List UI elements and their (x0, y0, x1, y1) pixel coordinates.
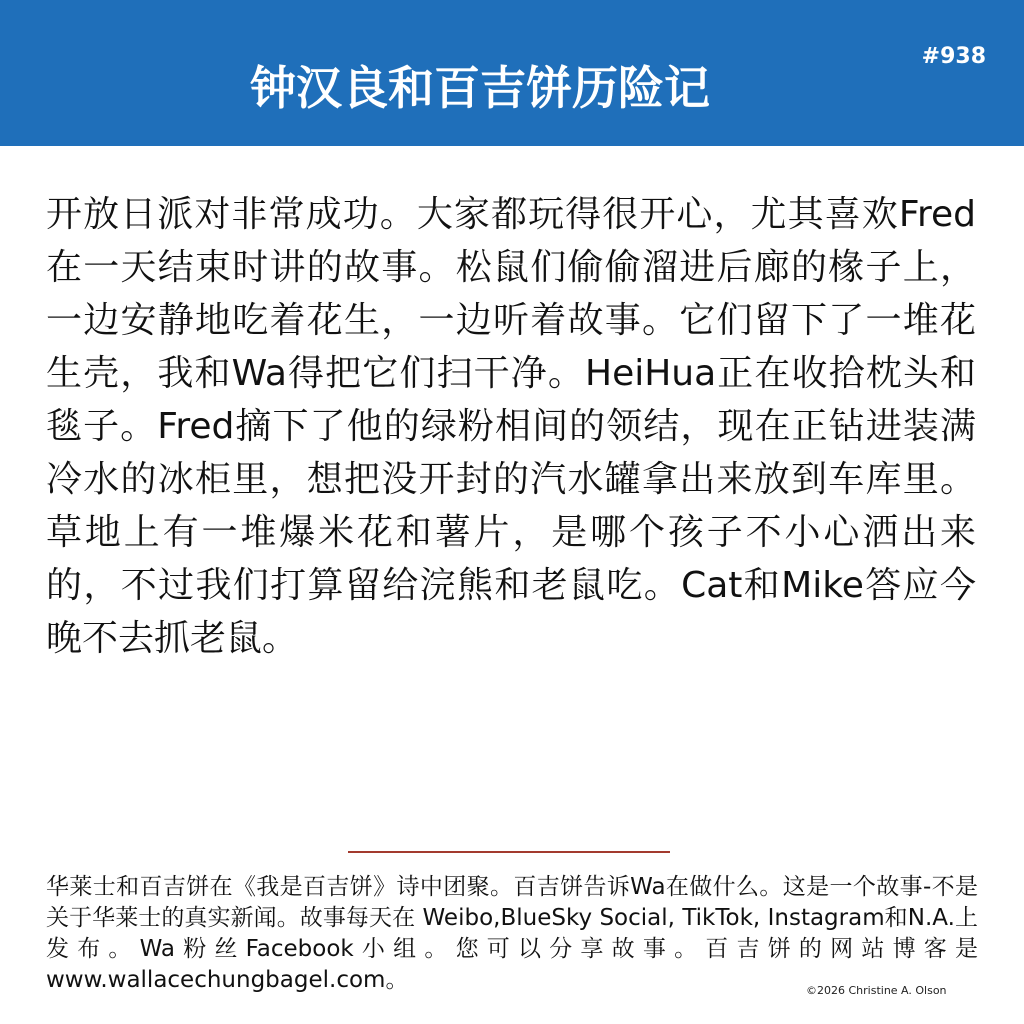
footer-divider (348, 851, 670, 853)
footer-note: 华莱士和百吉饼在《我是百吉饼》诗中团聚。百吉饼告诉Wa在做什么。这是一个故事-不是关于华莱士的真实新闻。故事每天在 Weibo,BlueSky Social, TikTok, Instagram和N.A.上发布。Wa粉丝Facebook小组。您可以分享故事。百吉饼的网站博客是www.wallacechungbagel.com。 (46, 874, 978, 993)
page-title: 钟汉良和百吉饼历险记 (250, 61, 710, 115)
issue-number: #938 (921, 44, 986, 69)
story-text: 开放日派对非常成功。大家都玩得很开心，尤其喜欢Fred在一天结束时讲的故事。松鼠们偷偷溜进后廊的椽子上，一边安静地吃着花生，一边听着故事。它们留下了一堆花生壳，我和Wa得把它们扫干净。HeiHua正在收拾枕头和毯子。Fred摘下了他的绿粉相间的领结，现在正钻进装满冷水的冰柜里，想把没开封的汽水罐拿出来放到车库里。草地上有一堆爆米花和薯片，是哪个孩子不小心洒出来的，不过我们打算留给浣熊和老鼠吃。Cat和Mike答应今晚不去抓老鼠。 (46, 194, 976, 659)
copyright-notice: ©2026 Christine A. Olson (806, 984, 947, 997)
header-banner (0, 0, 1024, 146)
